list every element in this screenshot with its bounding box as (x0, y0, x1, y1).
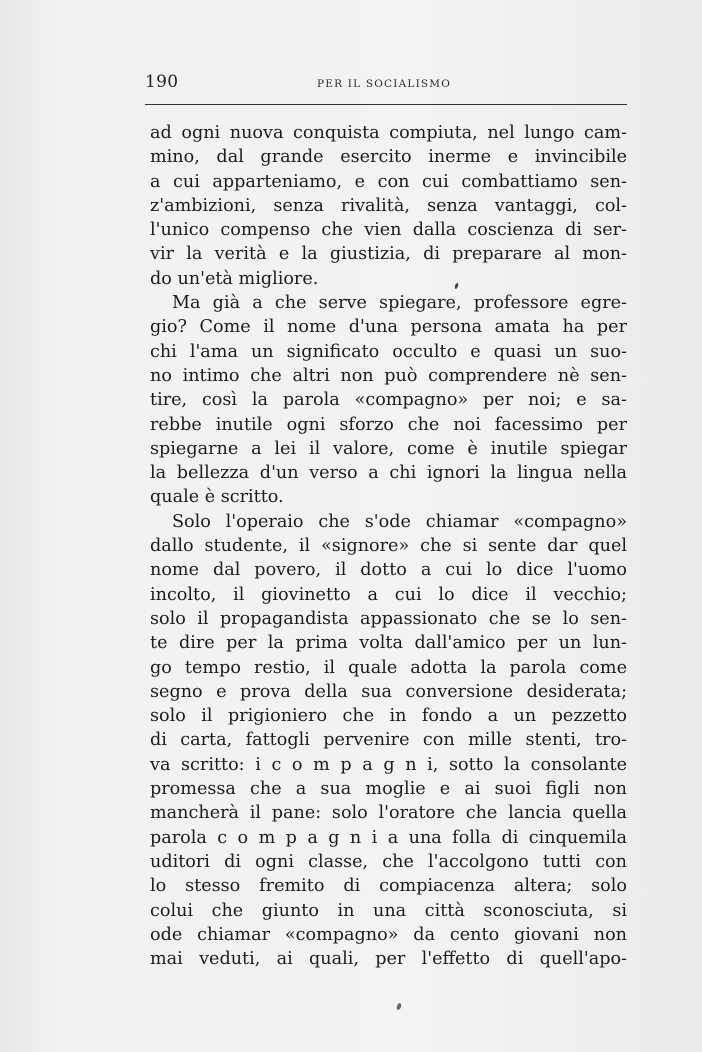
text-line: rebbe inutile ogni sforzo che noi facessimo per (150, 414, 627, 435)
text-line: tire, così la parola «compagno» per noi; e sa- (150, 390, 627, 411)
text-line: mancherà il pane: solo l'oratore che lancia quella (150, 803, 627, 824)
text-line: nome dal povero, il dotto a cui lo dice l'uomo (150, 560, 627, 581)
text-line: parola c o m p a g n i a una folla di cinquemila (150, 827, 627, 848)
text-line: segno e prova della sua conversione desiderata; (150, 681, 627, 702)
page-number: 190 (145, 72, 179, 92)
text-line: te dire per la prima volta dall'amico per un lun- (150, 633, 627, 654)
text-line: va scritto: i c o m p a g n i, sotto la consolante (150, 754, 627, 775)
text-line: gio? Come il nome d'una persona amata ha per (150, 317, 627, 338)
text-line: no intimo che altri non può comprendere nè sen- (150, 365, 627, 386)
text-line: promessa che a sua moglie e ai suoi figli non (150, 779, 627, 800)
page-header (145, 72, 627, 96)
ink-speck (396, 1003, 402, 1011)
text-line: chi l'ama un significato occulto e quasi un suo- (150, 341, 627, 362)
text-line: lo stesso fremito di compiacenza altera; solo (150, 876, 627, 897)
text-line: mai veduti, ai quali, per l'effetto di quell'apo- (150, 949, 627, 970)
text-line: mino, dal grande esercito inerme e invincibile (150, 147, 627, 168)
text-line: di carta, fattogli pervenire con mille stenti, tro- (150, 730, 627, 751)
text-line: solo il prigioniero che in fondo a un pezzetto (150, 706, 627, 727)
text-line: spiegarne a lei il valore, come è inutile spiegar (150, 438, 627, 459)
paragraph-end-line: do un'età migliore. (150, 268, 319, 289)
text-line: ode chiamar «compagno» da cento giovani non (150, 924, 627, 945)
paragraph-end-line: quale è scritto. (150, 487, 284, 508)
paragraph-start-line: Ma già a che serve spiegare, professore egre- (172, 293, 627, 314)
text-line: colui che giunto in una città sconosciuta, si (150, 900, 627, 921)
text-line: ad ogni nuova conquista compiuta, nel lungo cam- (150, 123, 627, 143)
body-text (150, 121, 627, 971)
text-line: z'ambizioni, senza rivalità, senza vantaggi, col- (150, 195, 627, 216)
text-line: dallo studente, il «signore» che si sente dar quel (150, 536, 627, 557)
paragraph-start-line: Solo l'operaio che s'ode chiamar «compagno» (172, 511, 627, 532)
header-rule (145, 104, 627, 105)
text-line: incolto, il giovinetto a cui lo dice il vecchio; (150, 584, 627, 605)
text-line: uditori di ogni classe, che l'accolgono tutti con (150, 851, 627, 872)
text-line: go tempo restio, il quale adotta la parola come (150, 657, 627, 678)
text-line: l'unico compenso che vien dalla coscienza di ser- (150, 220, 627, 241)
text-line: vir la verità e la giustizia, di preparare al mon- (150, 244, 627, 265)
text-line: la bellezza d'un verso a chi ignori la lingua nella (150, 463, 627, 484)
running-title: PER IL SOCIALISMO (317, 78, 452, 90)
text-line: a cui apparteniamo, e con cui combattiamo sen- (150, 171, 627, 192)
text-line: solo il propagandista appassionato che se lo sen- (150, 608, 627, 629)
